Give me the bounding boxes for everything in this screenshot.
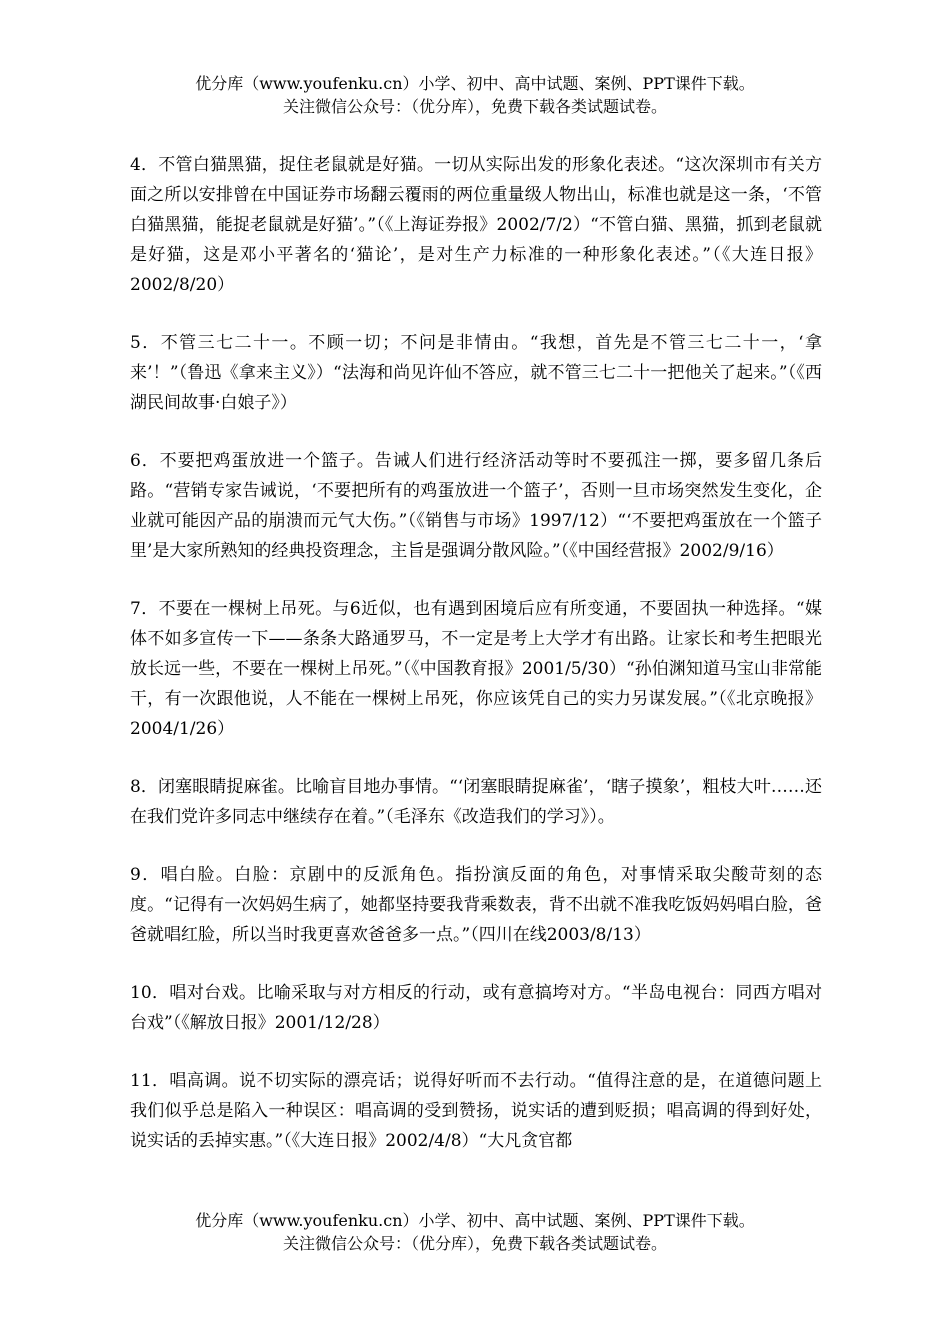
entry-8: 8．闭塞眼睛捉麻雀。比喻盲目地办事情。“‘闭塞眼睛捉麻雀’，‘瞎子摸象’，粗枝大叶……还在我们党许多同志中继续存在着。”（毛泽东《改造我们的学习》）。 [130, 777, 822, 827]
footer-line-1: 优分库（www.youfenku.cn）小学、初中、高中试题、案例、PPT课件下载。 [195, 1211, 755, 1230]
entry-4: 4．不管白猫黑猫，捉住老鼠就是好猫。一切从实际出发的形象化表述。“这次深圳市有关方面之所以安排曾在中国证券市场翻云覆雨的两位重量级人物出山，标准也就是这一条，‘不管白猫黑猫，能捉老鼠就是好猫’。”（《上海证券报》2002/7/2）“不管白猫、黑猫，抓到老鼠就是好猫，这是邓小平著名的‘猫论’，是对生产力标准的一种形象化表述。”（《大连日报》2002/8/20） [130, 155, 822, 295]
page-footer [0, 1209, 950, 1255]
entry-7: 7．不要在一棵树上吊死。与6近似，也有遇到困境后应有所变通，不要固执一种选择。“媒体不如多宣传一下——条条大路通罗马，不一定是考上大学才有出路。让家长和考生把眼光放长远一些，不要在一棵树上吊死。”（《中国教育报》2001/5/30）“孙伯渊知道马宝山非常能干，有一次跟他说，人不能在一棵树上吊死，你应该凭自己的实力另谋发展。”（《北京晚报》2004/1/26） [130, 599, 822, 739]
page-header [0, 72, 950, 118]
header-line-1: 优分库（www.youfenku.cn）小学、初中、高中试题、案例、PPT课件下载。 [195, 74, 755, 93]
entry-5: 5．不管三七二十一。不顾一切；不问是非情由。“我想，首先是不管三七二十一，‘拿来’！”（鲁迅《拿来主义》）“法海和尚见许仙不答应，就不管三七二十一把他关了起来。”（《西湖民间故事·白娘子》） [130, 333, 822, 413]
entry-11: 11．唱高调。说不切实际的漂亮话；说得好听而不去行动。“值得注意的是，在道德问题上我们似乎总是陷入一种误区：唱高调的受到赞扬，说实话的遭到贬损；唱高调的得到好处，说实话的丢掉实惠。”（《大连日报》2002/4/8）“大凡贪官都 [130, 1071, 822, 1151]
entry-9: 9．唱白脸。白脸：京剧中的反派角色。指扮演反面的角色，对事情采取尖酸苛刻的态度。“记得有一次妈妈生病了，她都坚持要我背乘数表，背不出就不准我吃饭妈妈唱白脸，爸爸就唱红脸，所以当时我更喜欢爸爸多一点。”（四川在线2003/8/13） [130, 865, 822, 945]
header-line-2: 关注微信公众号：（优分库），免费下载各类试题试卷。 [282, 97, 667, 116]
entry-6: 6．不要把鸡蛋放进一个篮子。告诫人们进行经济活动等时不要孤注一掷，要多留几条后路。“营销专家告诫说，‘不要把所有的鸡蛋放进一个篮子’，否则一旦市场突然发生变化，企业就可能因产品的崩溃而元气大伤。”（《销售与市场》1997/12）“‘不要把鸡蛋放在一个篮子里’是大家所熟知的经典投资理念，主旨是强调分散风险。”（《中国经营报》2002/9/16） [130, 451, 822, 561]
entry-10: 10．唱对台戏。比喻采取与对方相反的行动，或有意搞垮对方。“半岛电视台：同西方唱对台戏”（《解放日报》2001/12/28） [130, 983, 822, 1033]
document-body [130, 150, 822, 1184]
footer-line-2: 关注微信公众号：（优分库），免费下载各类试题试卷。 [282, 1234, 667, 1253]
